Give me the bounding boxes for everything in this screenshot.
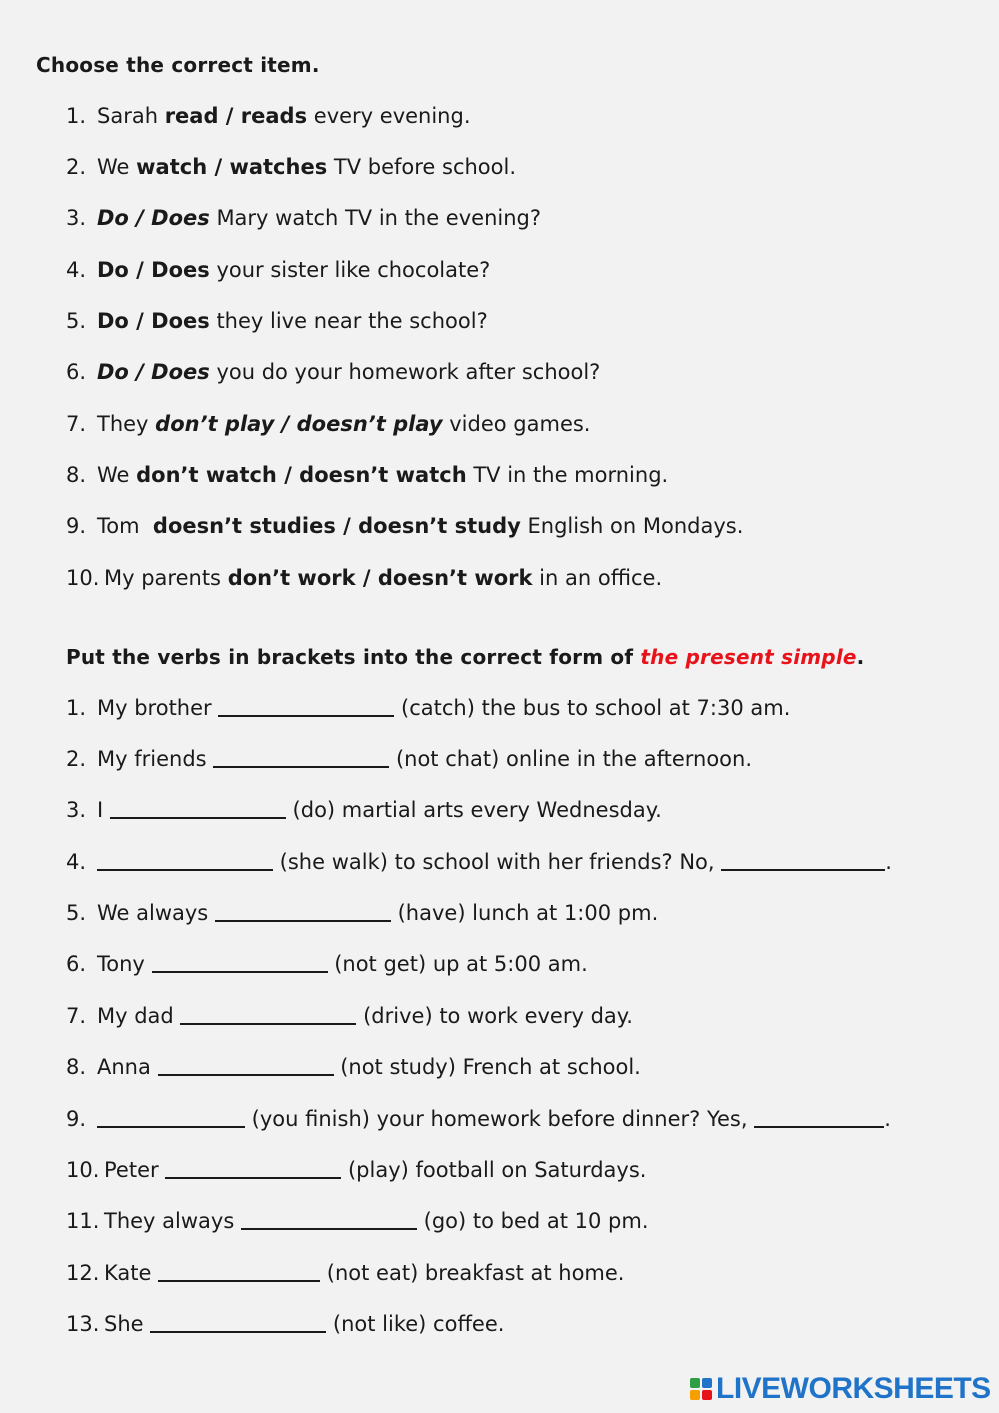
answer-blank[interactable] [152, 971, 328, 973]
answer-blank[interactable] [213, 766, 389, 768]
choice-options[interactable]: read / reads [164, 104, 308, 128]
liveworksheets-logo [690, 1372, 991, 1406]
choice-item-8: 8. We don’t watch / doesn’t watch TV in the morning. [66, 463, 669, 487]
choice-item-9: 9. Tom doesn’t studies / doesn’t study English on Mondays. [66, 514, 744, 538]
logo-square [690, 1378, 700, 1388]
logo-wordmark: LIVEWORKSHEETS [716, 1372, 991, 1405]
answer-blank[interactable] [150, 1331, 326, 1333]
choice-item-1: 1. Sarah read / reads every evening. [66, 104, 471, 128]
choice-item-2: 2. We watch / watches TV before school. [66, 155, 517, 179]
choice-options[interactable]: doesn’t studies / doesn’t study [152, 514, 521, 538]
answer-blank[interactable] [165, 1177, 341, 1179]
fill-item-2: 2. My friends (not chat) online in the afternoon. [66, 747, 753, 771]
choice-item-7: 7. They don’t play / doesn’t play video games. [66, 412, 591, 436]
choice-options[interactable]: Do / Does [97, 360, 210, 384]
fill-item-5: 5. We always (have) lunch at 1:00 pm. [66, 901, 659, 925]
short-answer-blank[interactable] [754, 1126, 884, 1128]
section1-heading: Choose the correct item. [36, 53, 320, 77]
fill-item-3: 3. I (do) martial arts every Wednesday. [66, 798, 662, 822]
tense-highlight: the present simple [640, 645, 857, 669]
fill-item-11: 11. They always (go) to bed at 10 pm. [66, 1209, 649, 1233]
choice-item-10: 10. My parents don’t work / doesn’t work in an office. [66, 566, 663, 590]
fill-item-10: 10. Peter (play) football on Saturdays. [66, 1158, 647, 1182]
section2-heading: Put the verbs in brackets into the correct form of the present simple. [66, 645, 865, 669]
answer-blank[interactable] [241, 1228, 417, 1230]
fill-item-13: 13. She (not like) coffee. [66, 1312, 505, 1336]
fill-item-1: 1. My brother (catch) the bus to school at 7:30 am. [66, 696, 791, 720]
choice-item-3: 3. Do / Does Mary watch TV in the evening? [66, 206, 541, 230]
choice-options[interactable]: watch / watches [136, 155, 328, 179]
logo-squares-icon [690, 1378, 712, 1400]
choice-options[interactable]: don’t play / doesn’t play [155, 412, 443, 436]
choice-options[interactable]: Do / Does [97, 206, 210, 230]
choice-options[interactable]: Do / Does [97, 309, 210, 333]
fill-item-12: 12. Kate (not eat) breakfast at home. [66, 1261, 625, 1285]
logo-square [702, 1378, 712, 1388]
choice-options[interactable]: don’t work / doesn’t work [227, 566, 533, 590]
answer-blank[interactable] [110, 817, 286, 819]
answer-blank[interactable] [158, 1280, 320, 1282]
choice-options[interactable]: don’t watch / doesn’t watch [136, 463, 467, 487]
logo-square [690, 1390, 700, 1400]
answer-blank[interactable] [97, 869, 273, 871]
answer-blank[interactable] [158, 1074, 334, 1076]
choice-item-5: 5. Do / Does they live near the school? [66, 309, 488, 333]
answer-blank[interactable] [215, 920, 391, 922]
choice-item-6: 6. Do / Does you do your homework after school? [66, 360, 601, 384]
fill-item-4: 4. (she walk) to school with her friends? No, . [66, 850, 892, 874]
fill-item-6: 6. Tony (not get) up at 5:00 am. [66, 952, 588, 976]
fill-item-8: 8. Anna (not study) French at school. [66, 1055, 641, 1079]
choice-options[interactable]: Do / Does [97, 258, 210, 282]
fill-item-7: 7. My dad (drive) to work every day. [66, 1004, 633, 1028]
logo-square [702, 1390, 712, 1400]
answer-blank[interactable] [97, 1126, 245, 1128]
short-answer-blank[interactable] [721, 869, 885, 871]
answer-blank[interactable] [180, 1023, 356, 1025]
choice-item-4: 4. Do / Does your sister like chocolate? [66, 258, 491, 282]
answer-blank[interactable] [218, 715, 394, 717]
fill-item-9: 9. (you finish) your homework before dinner? Yes, . [66, 1107, 891, 1131]
